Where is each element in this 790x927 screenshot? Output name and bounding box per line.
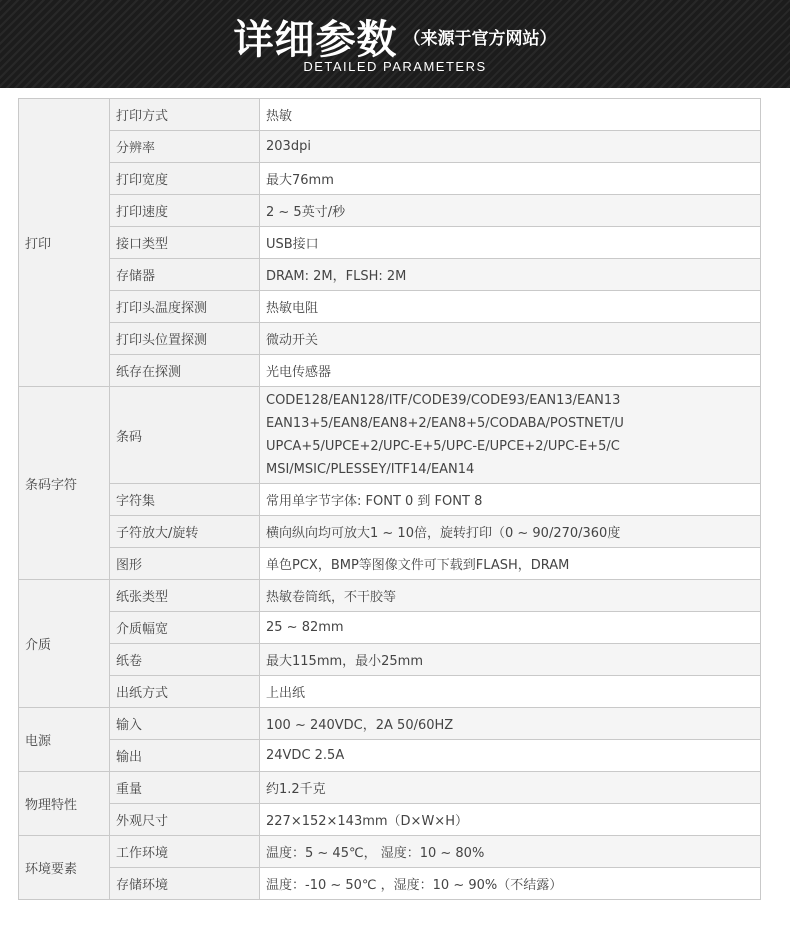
table-row	[19, 259, 761, 291]
parameter-name-cell: 纸存在探测	[110, 355, 260, 387]
banner-title: 详细参数	[233, 17, 398, 63]
parameter-value-line: MSI/MSIC/PLESSEY/ITF14/EAN14	[266, 462, 475, 477]
parameter-name-cell: 字符集	[110, 484, 260, 516]
parameter-value-cell: 100 ~ 240VDC，2A 50/60HZ	[260, 708, 761, 740]
parameter-value-line: UPCA+5/UPCE+2/UPC-E+5/UPC-E/UPCE+2/UPC-E+5/C	[266, 439, 620, 454]
parameter-name-cell: 打印方式	[110, 99, 260, 131]
parameter-name-cell: 纸张类型	[110, 580, 260, 612]
table-row	[19, 516, 761, 548]
table-row	[19, 740, 761, 772]
parameter-name-cell: 介质幅宽	[110, 612, 260, 644]
parameters-table	[18, 98, 761, 900]
table-row	[19, 163, 761, 195]
table-row	[19, 227, 761, 259]
banner-subtitle: （来源于官方网站）	[403, 29, 557, 49]
table-row	[19, 772, 761, 804]
parameter-value-cell	[260, 387, 761, 484]
parameter-value-cell: 单色PCX，BMP等图像文件可下载到FLASH，DRAM	[260, 548, 761, 580]
banner-title-row	[0, 8, 790, 65]
parameter-value-cell: 常用单字节字体: FONT 0 到 FONT 8	[260, 484, 761, 516]
parameter-value-cell: 光电传感器	[260, 355, 761, 387]
table-row	[19, 868, 761, 900]
parameter-name-cell: 重量	[110, 772, 260, 804]
parameter-value-cell: 2 ~ 5英寸/秒	[260, 195, 761, 227]
parameter-name-cell: 打印宽度	[110, 163, 260, 195]
parameter-name-cell: 图形	[110, 548, 260, 580]
category-cell: 电源	[19, 708, 110, 772]
parameter-value-cell: 热敏卷筒纸，不干胶等	[260, 580, 761, 612]
parameter-value-cell: 227×152×143mm（D×W×H）	[260, 804, 761, 836]
table-row	[19, 580, 761, 612]
category-cell: 物理特性	[19, 772, 110, 836]
table-row	[19, 195, 761, 227]
category-cell: 条码字符	[19, 387, 110, 580]
table-row	[19, 131, 761, 163]
parameter-name-cell: 条码	[110, 387, 260, 484]
parameter-value-cell: 约1.2千克	[260, 772, 761, 804]
parameter-name-cell: 存储器	[110, 259, 260, 291]
parameter-name-cell: 输入	[110, 708, 260, 740]
table-row	[19, 484, 761, 516]
parameter-value-cell: 微动开关	[260, 323, 761, 355]
parameter-name-cell: 出纸方式	[110, 676, 260, 708]
parameter-value-cell: 203dpi	[260, 131, 761, 163]
parameter-name-cell: 打印头位置探测	[110, 323, 260, 355]
parameter-value-cell: 温度：-10 ~ 50℃ ，湿度：10 ~ 90%（不结露）	[260, 868, 761, 900]
parameter-value-cell: 热敏	[260, 99, 761, 131]
category-cell: 环境要素	[19, 836, 110, 900]
table-row	[19, 836, 761, 868]
table-row	[19, 323, 761, 355]
parameter-value-cell: 24VDC 2.5A	[260, 740, 761, 772]
table-row	[19, 612, 761, 644]
parameter-value-cell: 温度：5 ~ 45℃， 湿度：10 ~ 80%	[260, 836, 761, 868]
parameter-value-cell: 最大115mm，最小25mm	[260, 644, 761, 676]
parameter-name-cell: 工作环境	[110, 836, 260, 868]
parameter-name-cell: 纸卷	[110, 644, 260, 676]
table-row	[19, 291, 761, 323]
category-cell: 介质	[19, 580, 110, 708]
parameter-name-cell: 存储环境	[110, 868, 260, 900]
parameter-value-cell: DRAM: 2M，FLSH: 2M	[260, 259, 761, 291]
parameter-value-cell: 25 ~ 82mm	[260, 612, 761, 644]
header-banner	[0, 0, 790, 88]
parameter-name-cell: 打印速度	[110, 195, 260, 227]
parameter-value-cell: 热敏电阻	[260, 291, 761, 323]
table-row	[19, 804, 761, 836]
table-row	[19, 99, 761, 131]
parameter-name-cell: 输出	[110, 740, 260, 772]
parameter-value-line: EAN13+5/EAN8/EAN8+2/EAN8+5/CODABA/POSTNET/U	[266, 416, 624, 431]
parameter-name-cell: 分辨率	[110, 131, 260, 163]
parameter-value-cell: USB接口	[260, 227, 761, 259]
parameter-value-cell: 最大76mm	[260, 163, 761, 195]
parameter-value-line: CODE128/EAN128/ITF/CODE39/CODE93/EAN13/EAN13	[266, 393, 621, 408]
parameter-name-cell: 打印头温度探测	[110, 291, 260, 323]
table-row	[19, 387, 761, 484]
parameter-value-cell: 横向纵向均可放大1 ~ 10倍，旋转打印（0 ~ 90/270/360度	[260, 516, 761, 548]
parameter-name-cell: 外观尺寸	[110, 804, 260, 836]
parameter-value-cell: 上出纸	[260, 676, 761, 708]
table-row	[19, 548, 761, 580]
table-row	[19, 676, 761, 708]
parameters-table-body	[19, 99, 761, 900]
banner-english-title: DETAILED PARAMETERS	[303, 59, 487, 74]
parameter-name-cell: 子符放大/旋转	[110, 516, 260, 548]
table-row	[19, 644, 761, 676]
table-row	[19, 355, 761, 387]
parameter-name-cell: 接口类型	[110, 227, 260, 259]
category-cell: 打印	[19, 99, 110, 387]
table-row	[19, 708, 761, 740]
